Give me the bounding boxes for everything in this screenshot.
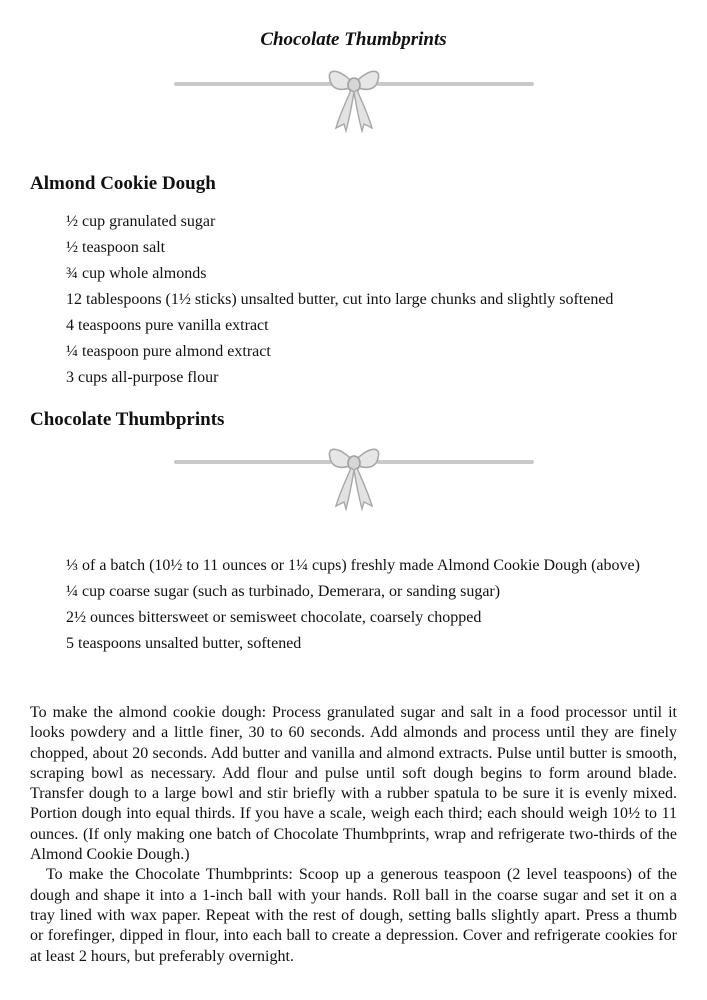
ingredient-item: 3 cups all-purpose flour — [66, 369, 219, 386]
ingredient-item: 4 teaspoons pure vanilla extract — [66, 317, 269, 334]
method-paragraph: To make the almond cookie dough: Process granulated sugar and salt in a food processor until it looks powdery and a little finer, 30 to 60 seconds. Add almonds and process until they are finely chopped, about 20 seconds. Add butter and vanilla and almond extracts. Pulse until butter is smooth, scraping bowl as necessary. Add flour and pulse until soft dough begins to form around blade. Transfer dough to a large bowl and stir briefly with a rubber spatula to be sure it is evenly mixed. Portion dough into equal thirds. If you have a scale, weigh each third; each should weigh 10½ to 11 ounces. (If only making one batch of Chocolate Thumbprints, wrap and refrigerate two-thirds of the Almond Cookie Dough.) — [30, 704, 677, 864]
ingredient-item: ½ cup granulated sugar — [66, 213, 216, 230]
ingredient-list-almond-dough — [66, 212, 668, 394]
bow-divider-icon — [174, 446, 534, 512]
method-paragraph: To make the Chocolate Thumbprints: Scoop up a generous teaspoon (2 level teaspoons) of the dough and shape it into a 1-inch ball with your hands. Roll ball in the coarse sugar and set it on a tray lined with wax paper. Repeat with the rest of dough, setting balls slightly apart. Press a thumb or forefinger, dipped in flour, into each ball to create a depression. Cover and refrigerate cookies for at least 2 hours, but preferably overnight. — [30, 866, 677, 965]
ingredient-item: ¼ cup coarse sugar (such as turbinado, Demerara, or sanding sugar) — [66, 583, 501, 600]
ingredient-item: ¼ teaspoon pure almond extract — [66, 343, 271, 360]
ingredient-item: ¾ cup whole almonds — [66, 265, 207, 282]
bow-divider-icon — [174, 68, 534, 134]
ingredient-item: 12 tablespoons (1½ sticks) unsalted butter, cut into large chunks and slightly softened — [66, 291, 614, 308]
ingredient-item: 2½ ounces bittersweet or semisweet chocolate, coarsely chopped — [66, 609, 482, 626]
ingredient-item: ⅓ of a batch (10½ to 11 ounces or 1¼ cups) freshly made Almond Cookie Dough (above) — [66, 557, 640, 574]
page-title: Chocolate Thumbprints — [260, 29, 447, 50]
method-instructions — [30, 703, 677, 967]
section-heading-almond-dough: Almond Cookie Dough — [30, 173, 216, 194]
ingredient-item: ½ teaspoon salt — [66, 239, 166, 256]
ingredient-list-thumbprints — [66, 555, 668, 659]
section-heading-thumbprints: Chocolate Thumbprints — [30, 409, 225, 430]
ingredient-item: 5 teaspoons unsalted butter, softened — [66, 635, 302, 652]
